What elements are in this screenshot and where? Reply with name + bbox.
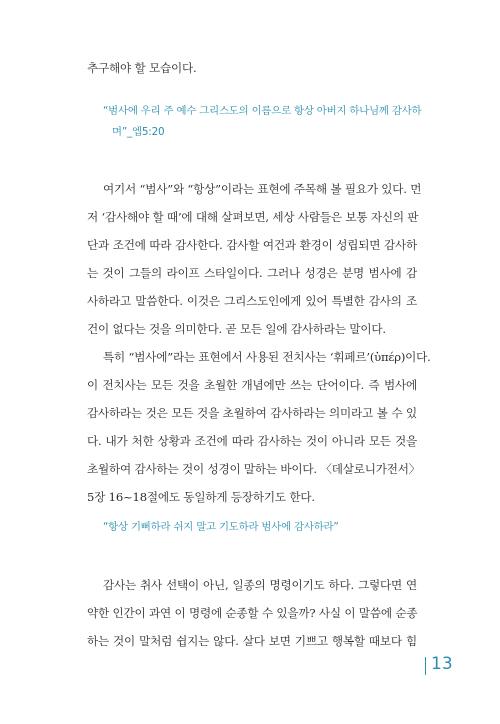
paragraph-line: 하는 것이 말처럼 쉽지는 않다. 살다 보면 기쁘고 행복할 때보다 힘	[87, 634, 417, 648]
paragraph-line: 특히 “범사에”라는 표현에서 사용된 전치사는 ‘휘페르’(ὑπέρ)이다.	[103, 350, 431, 364]
continued-text-line: 추구해야 할 모습이다.	[87, 61, 197, 75]
paragraph-line: 초월하여 감사하는 것이 성경이 말하는 바이다. 〈데살로니가전서〉	[87, 462, 421, 476]
paragraph-line: 저 ‘감사해야 할 때’에 대해 살펴보면, 세상 사람들은 보통 자신의 판	[87, 210, 419, 224]
paragraph-line: 사하라고 말씀한다. 이것은 그리스도인에게 있어 특별한 감사의 조	[87, 294, 417, 308]
page-number-divider	[425, 657, 426, 675]
page-number: 13	[431, 654, 453, 674]
quote-line: 며”_엡5:20	[112, 126, 165, 138]
paragraph-line: 5장 16~18절에도 동일하게 등장하기도 한다.	[87, 490, 315, 504]
paragraph-line: 약한 인간이 과연 이 명령에 순종할 수 있을까? 사실 이 말씀에 순종	[87, 606, 418, 620]
paragraph-line: 감사하라는 것은 모든 것을 초월하여 감사하라는 의미라고 볼 수 있	[87, 406, 417, 420]
quote-line: “범사에 우리 주 예수 그리스도의 이름으로 항상 아버지 하나님께 감사하	[103, 105, 422, 117]
paragraph-line: 여기서 “범사”와 “항상”이라는 표현에 주목해 볼 필요가 있다. 먼	[103, 182, 422, 196]
paragraph-line: 는 것이 그들의 라이프 스타일이다. 그러나 성경은 분명 범사에 감	[87, 266, 417, 280]
paragraph-line: 다. 내가 처한 상황과 조건에 따라 감사하는 것이 아니라 모든 것을	[87, 434, 417, 448]
paragraph-line: 감사는 취사 선택이 아닌, 일종의 명령이기도 하다. 그렇다면 연	[103, 578, 417, 592]
paragraph-line: 건이 없다는 것을 의미한다. 곧 모든 일에 감사하라는 말이다.	[87, 322, 386, 336]
paragraph-line: 이 전치사는 모든 것을 초월한 개념에만 쓰는 단어이다. 즉 범사에	[87, 378, 417, 392]
paragraph-line: 단과 조건에 따라 감사한다. 감사할 여건과 환경이 성립되면 감사하	[87, 238, 417, 252]
scripture-quote-thessalonians: “항상 기뻐하라 쉬지 말고 기도하라 범사에 감사하라”	[103, 521, 339, 533]
